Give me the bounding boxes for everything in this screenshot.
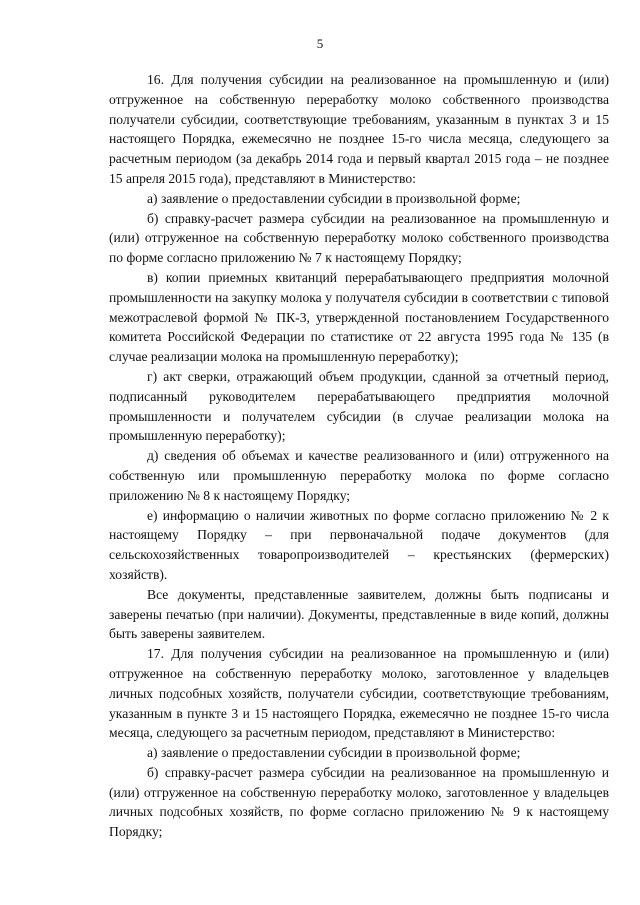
paragraph-16-item-g: г) акт сверки, отражающий объем продукции, сданной за отчетный период, подписанный руководителем перерабатывающего предприятия молочной промышленности и получателем субсидии (в случае реализации молока на промышленную переработку); — [109, 368, 609, 444]
paragraph-16-item-e: е) информацию о наличии животных по форме согласно приложению № 2 к настоящему Порядку – при первоначальной подаче документов (для сельскохозяйственных товаропроизводителей – крестьянских (фермерских) хозяйств). — [109, 507, 609, 582]
paragraph-16-item-b: б) справку-расчет размера субсидии на реализованное на промышленную и (или) отгруженное на собственную переработку молоко собственного производства по форме согласно приложению № 7 к настоящему Порядку; — [109, 210, 609, 266]
document-body — [109, 70, 609, 842]
paragraph-16-item-a: а) заявление о предоставлении субсидии в произвольной форме; — [147, 190, 521, 206]
paragraph-documents-note: Все документы, представленные заявителем, должны быть подписаны и заверены печатью (при наличии). Документы, представленные в виде копий, должны быть заверены заявителем. — [109, 586, 609, 642]
paragraph-17-intro: 17. Для получения субсидии на реализованное на промышленную и (или) отгруженное на собственную переработку молоко, заготовленное у владельцев личных подсобных хозяйств, получатели субсидии, соответствующие требованиям, указанным в пункте 3 и 15 настоящего Порядка, ежемесячно не позднее 15-го числа месяца, следующего за расчетным периодом, представляют в Министерство: — [109, 646, 609, 741]
paragraph-17-item-a: а) заявление о предоставлении субсидии в произвольной форме; — [147, 745, 521, 761]
paragraph-16-intro: 16. Для получения субсидии на реализованное на промышленную и (или) отгруженное на собственную переработку молоко собственного производства получатели субсидии, соответствующие требованиям, указанным в пунктах 3 и 15 настоящего Порядка, ежемесячно не позднее 15-го числа месяца, следующего за расчетным периодом (за декабрь 2014 года и первый квартал 2015 года – не позднее 15 апреля 2015 года), представляют в Министерство: — [109, 72, 609, 186]
paragraph-16-item-v: в) копии приемных квитанций перерабатывающего предприятия молочной промышленности на закупку молока у получателя субсидии в соответствии с типовой межотраслевой формой № ПК-3, утвержденной постановлением Государственного комитета Российской Федерации по статистике от 22 августа 1995 года № 135 (в случае реализации молока на промышленную переработку); — [109, 269, 609, 365]
page-number: 5 — [316, 36, 324, 51]
paragraph-16-item-d: д) сведения об объемах и качестве реализованного и (или) отгруженного на собственную или промышленную переработку молока по форме согласно приложению № 8 к настоящему Порядку; — [109, 448, 609, 503]
paragraph-17-item-b: б) справку-расчет размера субсидии на реализованное на промышленную и (или) отгруженное на собственную переработку молоко, заготовленное у владельцев личных подсобных хозяйств, по форме согласно приложению № 9 к настоящему Порядку; — [109, 764, 609, 840]
